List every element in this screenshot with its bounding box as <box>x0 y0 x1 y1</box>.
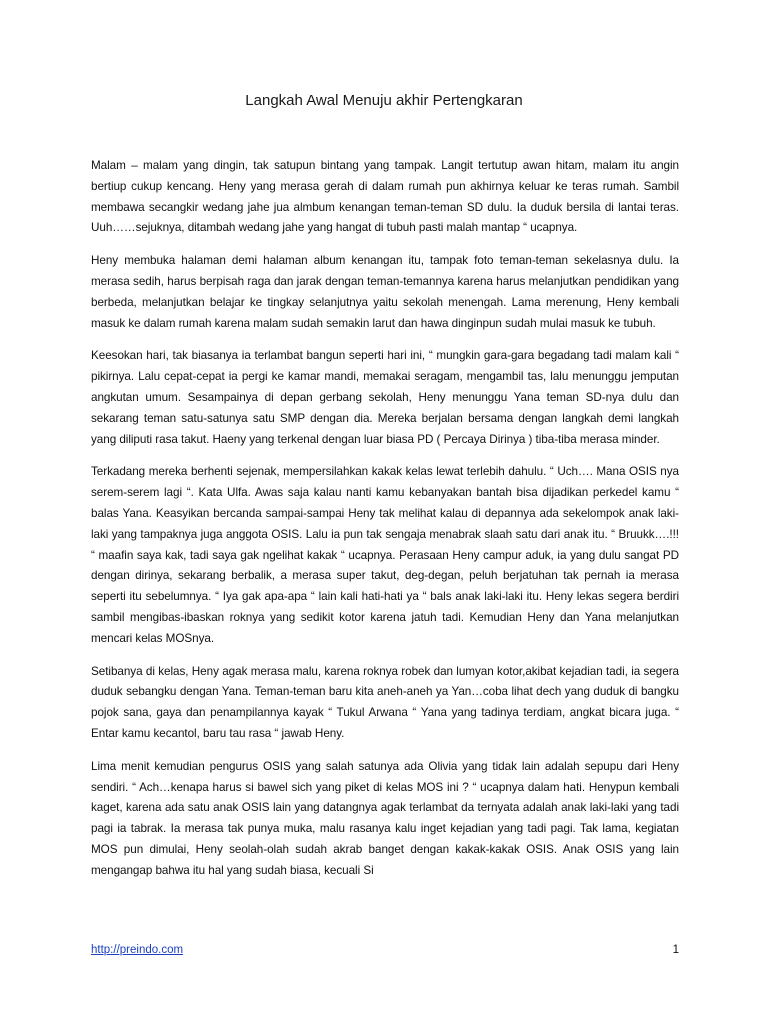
page-footer <box>91 944 679 956</box>
paragraph-3: Keesokan hari, tak biasanya ia terlambat bangun seperti hari ini, “ mungkin gara-gara begadang tadi malam kali “ pikirnya. Lalu cepat-cepat ia pergi ke kamar mandi, memakai seragam, mengambil tas, lalu menunggu jemputan angkutan umum. Sesampainya di depan gerbang sekolah, Heny menunggu Yana teman SD-nya dulu dan sekarang teman satu-satunya satu SMP dengan dia. Mereka berjalan bersama dengan langkah demi langkah yang diliputi rasa takut. Haeny yang terkenal dengan luar biasa PD ( Percaya Dirinya ) tiba-tiba merasa minder. <box>91 349 679 446</box>
paragraph-2: Heny membuka halaman demi halaman album kenangan itu, tampak foto teman-teman sekelasnya dulu. Ia merasa sedih, harus berpisah raga dan jarak dengan teman-temannya karena harus melanjutkan pendidikan yang berbeda, melanjutkan belajar ke tingkay selanjutnya yaitu sekolah menengah. Lama merenung, Heny kembali masuk ke dalam rumah karena malam sudah semakin larut dan hawa dinginpun sudah mulai masuk ke tubuh. <box>91 254 679 330</box>
document-body <box>91 156 679 894</box>
footer-link[interactable]: http://preindo.com <box>91 944 184 956</box>
paragraph-4: Terkadang mereka berhenti sejenak, mempersilahkan kakak kelas lewat terlebih dahulu. “ Uch…. Mana OSIS nya serem-serem lagi “. Kata Ulfa. Awas saja kalau nanti kamu kebanyakan bantah bisa dijadikan perkedel kamu “ balas Yana. Keasyikan bercanda sampai-sampai Heny tak melihat kalau di depannya ada sekelompok anak laki-laki yang tampaknya juga anggota OSIS. Lalu ia pun tak sengaja menabrak slaah satu dari anak itu. “ Bruukk….!!! “ maafin saya kak, tadi saya gak ngelihat kakak “ ucapnya. Perasaan Heny campur aduk, ia yang dulu sangat PD dengan dirinya, sekarang berbalik, a merasa super takut, deg-degan, peluh berjatuhan tak pernah ia merasa seperti itu sebelumnya. “ Iya gak apa-apa “ lain kali hati-hati ya “ bals anak laki-laki itu. Heny lekas segera berdiri sambil mengibas-ibaskan roknya yang sedikit kotor karena jatuh tadi. Kemudian Heny dan Yana melanjutkan mencari kelas MOSnya. <box>91 465 679 645</box>
document-title: Langkah Awal Menuju akhir Pertengkaran <box>245 92 523 109</box>
paragraph-6: Lima menit kemudian pengurus OSIS yang salah satunya ada Olivia yang tidak lain adalah sepupu dari Heny sendiri. “ Ach…kenapa harus si bawel sich yang piket di kelas MOS ini ? “ ucapnya dalam hati. Henypun kembali kaget, karena ada satu anak OSIS lain yang datangnya agak terlambat da ternyata adalah anak laki-laki yang tadi pagi ia tabrak. Ia merasa tak punya muka, malu rasanya kalu inget kejadian yang tadi pagi. Tak lama, kegiatan MOS pun dimulai, Heny seolah-olah sudah akrab banget dengan kakak-kakak OSIS. Anak OSIS yang lain mengangap bahwa itu hal yang sudah biasa, kecuali Si <box>91 759 679 877</box>
paragraph-5: Setibanya di kelas, Heny agak merasa malu, karena roknya robek dan lumyan kotor,akibat kejadian tadi, ia segera duduk sebangku dengan Yana. Teman-teman baru kita aneh-aneh ya Yan…coba lihat dech yang duduk di bangku pojok sana, gaya dan penampilannya kayak “ Tukul Arwana “ Yana yang tadinya terdiam, angkat bicara juga. “ Entar kamu kecantol, baru tau rasa “ jawab Heny. <box>91 664 679 740</box>
page-number: 1 <box>672 944 679 956</box>
paragraph-1: Malam – malam yang dingin, tak satupun bintang yang tampak. Langit tertutup awan hitam, malam itu angin bertiup cukup kencang. Heny yang merasa gerah di dalam rumah pun akhirnya keluar ke teras rumah. Sambil membawa secangkir wedang jahe jua almbum kenangan teman-teman SD dulu. Ia duduk bersila di lantai teras. Uuh……sejuknya, ditambah wedang jahe yang hangat di tubuh pasti malah mantap “ ucapnya. <box>91 159 679 235</box>
